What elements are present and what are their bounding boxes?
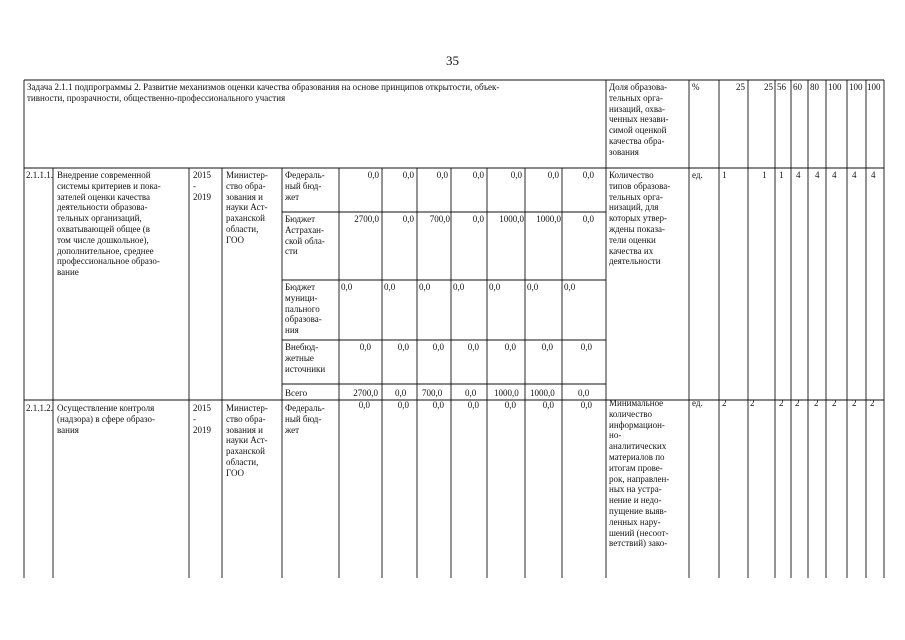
- target-value: 2: [779, 398, 784, 408]
- target-value: 2: [814, 398, 819, 408]
- funding-value: 0,0: [582, 170, 594, 180]
- target-value: 2: [722, 398, 727, 408]
- indicator: Минимальное количество информацион- но- аналитических материалов по итогам прове- рок, направлен- ных на устра- нение и недо- пущение выяв- ленных нару- шений (несоот- ветствий) зако-: [609, 398, 670, 549]
- funding-source: Внебюд- жетные источники: [285, 342, 326, 374]
- indicator-unit: ед.: [692, 170, 703, 180]
- header-value: 100: [828, 82, 842, 92]
- target-value: 1: [722, 170, 727, 180]
- funding-value: 0,0: [453, 282, 465, 292]
- header-unit: %: [692, 82, 700, 92]
- funding-value: 0,0: [397, 342, 409, 352]
- funding-value: 2700,0: [353, 388, 378, 398]
- target-value: 4: [871, 170, 876, 180]
- measure-name: Осуществление контроля (надзора) в сфере образо- вания: [57, 403, 155, 435]
- funding-value: 0,0: [580, 342, 592, 352]
- funding-value: 0,0: [384, 282, 396, 292]
- indicator: Количество типов образова- тельных орга- низаций, для которых утвер- ждены показа- тели оценки качества их деятельности: [609, 170, 671, 267]
- target-value: 4: [852, 170, 857, 180]
- row-number: 2.1.1.2.: [26, 403, 53, 413]
- funding-value: 0,0: [358, 400, 370, 410]
- funding-value: 0,0: [467, 342, 479, 352]
- funding-value: 0,0: [432, 400, 444, 410]
- funding-value: 0,0: [472, 170, 484, 180]
- funding-value: 0,0: [341, 282, 353, 292]
- funding-source: Всего: [285, 388, 308, 398]
- target-value: 4: [815, 170, 820, 180]
- funding-value: 0,0: [578, 388, 590, 398]
- target-value: 2: [750, 398, 755, 408]
- target-value: 4: [832, 170, 837, 180]
- funding-value: 0,0: [436, 170, 448, 180]
- header-value: 25: [736, 82, 745, 92]
- task-header: Задача 2.1.1 подпрограммы 2. Развитие механизмов оценки качества образования на основе принципов открытости, объек- тивности, прозрачности, общественно-профессионального участия: [27, 82, 500, 103]
- funding-source: Бюджет Астрахан- ской обла- сти: [285, 214, 325, 257]
- target-value: 2: [832, 398, 837, 408]
- funding-value: 1000,0: [494, 388, 519, 398]
- funding-value: 0,0: [510, 170, 522, 180]
- funding-value: 0,0: [402, 170, 414, 180]
- funding-value: 0,0: [504, 400, 516, 410]
- target-value: 2: [795, 398, 800, 408]
- funding-value: 0,0: [472, 214, 484, 224]
- header-indicator: Доля образова- тельных орга- низаций, охва- ченных незави- симой оценкой качества обра- зования: [609, 82, 669, 157]
- funding-value: 0,0: [419, 282, 431, 292]
- funding-value: 0,0: [367, 170, 379, 180]
- funding-value: 700,0: [422, 388, 443, 398]
- measure-years: 2015 - 2019: [193, 170, 211, 202]
- funding-source: Федераль- ный бюд- жет: [285, 170, 325, 202]
- page-number: 35: [446, 53, 459, 68]
- funding-value: 0,0: [582, 214, 594, 224]
- funding-value: 0,0: [395, 388, 407, 398]
- target-value: 4: [796, 170, 801, 180]
- measure-name: Внедрение современной системы критериев и пока- зателей оценки качества деятельности образова- тельных организаций, охватывающей общее (в том числе дошкольное), дополнительное, среднее профессиональное образо- вание: [57, 170, 161, 278]
- funding-value: 0,0: [580, 400, 592, 410]
- funding-value: 2700,0: [354, 214, 379, 224]
- funding-value: 0,0: [432, 342, 444, 352]
- row-number: 2.1.1.1.: [26, 170, 53, 180]
- measure-executor: Министер- ство обра- зования и науки Аст- раханской области, ГОО: [226, 170, 268, 245]
- funding-value: 0,0: [542, 400, 554, 410]
- funding-value: 0,0: [504, 342, 516, 352]
- header-value: 80: [810, 82, 819, 92]
- header-value: 60: [793, 82, 802, 92]
- measure-years: 2015 - 2019: [193, 403, 211, 435]
- header-value: 100: [849, 82, 863, 92]
- funding-source: Федераль- ный бюд- жет: [285, 403, 325, 435]
- header-value: 25: [764, 82, 773, 92]
- measure-executor: Министер- ство обра- зования и науки Аст- раханской области, ГОО: [226, 403, 268, 478]
- funding-value: 0,0: [397, 400, 409, 410]
- funding-value: 1000,0: [499, 214, 524, 224]
- funding-value: 0,0: [541, 342, 553, 352]
- target-value: 2: [870, 398, 875, 408]
- funding-value: 0,0: [527, 282, 539, 292]
- funding-value: 0,0: [359, 342, 371, 352]
- target-value: 1: [779, 170, 784, 180]
- funding-value: 0,0: [564, 282, 576, 292]
- funding-value: 0,0: [547, 170, 559, 180]
- funding-source: Бюджет муници- пального образова- ния: [285, 282, 322, 336]
- funding-value: 0,0: [465, 388, 477, 398]
- funding-value: 0,0: [402, 214, 414, 224]
- indicator-unit: ед.: [692, 398, 703, 408]
- funding-value: 700,0: [429, 214, 450, 224]
- header-value: 100: [867, 82, 881, 92]
- funding-value: 1000,0: [536, 214, 561, 224]
- funding-value: 0,0: [467, 400, 479, 410]
- header-value: 56: [777, 82, 786, 92]
- funding-value: 1000,0: [530, 388, 555, 398]
- funding-value: 0,0: [489, 282, 501, 292]
- target-value: 1: [762, 170, 767, 180]
- target-value: 2: [852, 398, 857, 408]
